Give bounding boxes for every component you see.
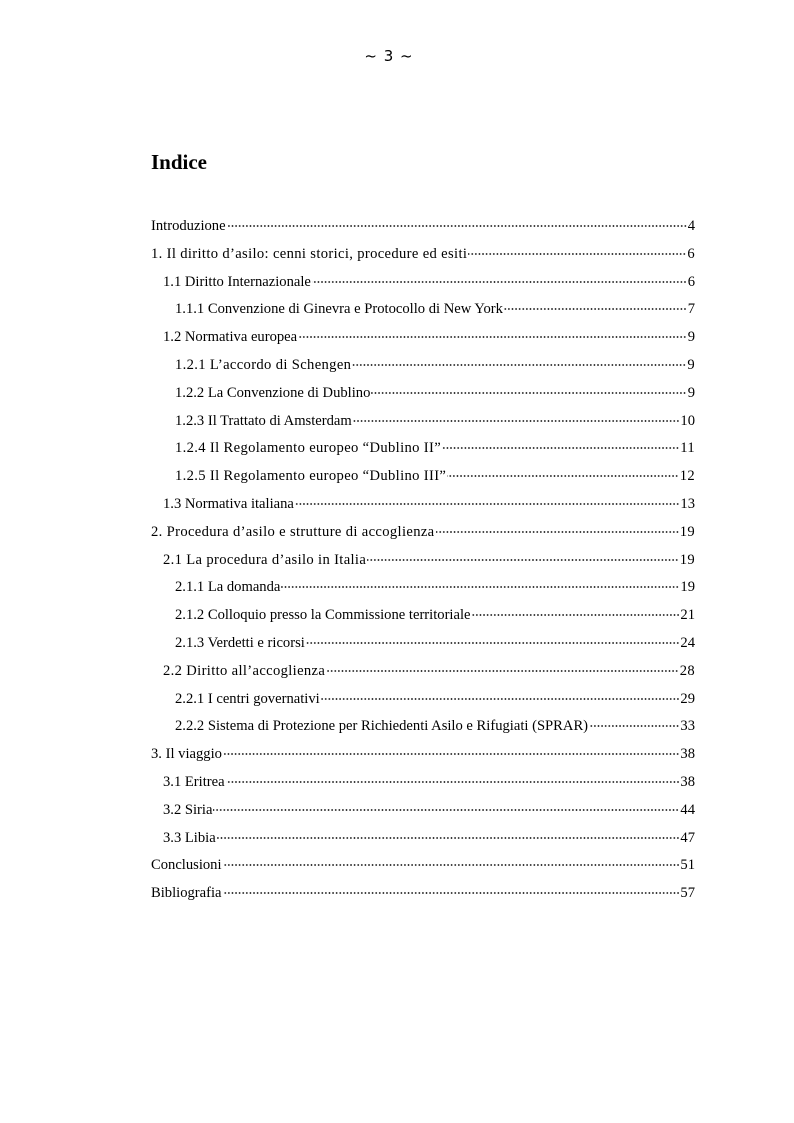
toc-entry[interactable] bbox=[151, 741, 695, 769]
toc-entry-page: 9 bbox=[687, 384, 695, 401]
toc-entry-label: 2.1 La procedura d’asilo in Italia bbox=[163, 551, 367, 568]
toc-leader-dots bbox=[223, 753, 679, 755]
toc-entry[interactable] bbox=[151, 491, 695, 519]
toc-entry-page: 33 bbox=[680, 718, 695, 735]
toc-leader-dots bbox=[353, 420, 680, 422]
toc-entry-label: 1.1.1 Convenzione di Ginevra e Protocollo di New York bbox=[175, 301, 503, 318]
toc-leader-dots bbox=[223, 864, 680, 866]
toc-leader-dots bbox=[227, 225, 687, 227]
toc-entry[interactable] bbox=[151, 380, 695, 408]
toc-entry[interactable] bbox=[151, 658, 695, 686]
toc-entry-page: 57 bbox=[680, 885, 695, 902]
toc-leader-dots bbox=[217, 837, 680, 839]
toc-entry-label: 1.2.1 L’accordo di Schengen bbox=[175, 356, 352, 373]
toc-entry[interactable] bbox=[151, 630, 695, 658]
toc-entry-label: 1.2.3 Il Trattato di Amsterdam bbox=[175, 412, 352, 429]
toc-entry-page: 47 bbox=[680, 829, 695, 846]
toc-entry-page: 38 bbox=[680, 773, 695, 790]
toc-entry-page: 19 bbox=[679, 523, 695, 540]
toc-entry-label: 1.2.4 Il Regolamento europeo “Dublino II” bbox=[175, 440, 442, 457]
toc-leader-dots bbox=[321, 698, 680, 700]
toc-entry-label: 2.1.1 La domanda bbox=[175, 579, 281, 596]
toc-entry[interactable] bbox=[151, 797, 695, 825]
toc-leader-dots bbox=[442, 447, 679, 449]
toc-entry-page: 6 bbox=[687, 273, 695, 290]
toc-entry-label: 3.1 Eritrea bbox=[163, 773, 225, 790]
toc-entry-page: 24 bbox=[680, 634, 695, 651]
toc-entry-label: 1.3 Normativa italiana bbox=[163, 495, 294, 512]
toc-leader-dots bbox=[447, 475, 678, 477]
toc-leader-dots bbox=[371, 392, 686, 394]
toc-entry[interactable] bbox=[151, 213, 695, 241]
toc-entry-page: 51 bbox=[680, 857, 695, 874]
table-of-contents bbox=[151, 213, 695, 908]
toc-entry[interactable] bbox=[151, 686, 695, 714]
toc-entry-page: 7 bbox=[687, 301, 695, 318]
toc-leader-dots bbox=[326, 670, 678, 672]
toc-entry[interactable] bbox=[151, 602, 695, 630]
toc-entry[interactable] bbox=[151, 574, 695, 602]
toc-leader-dots bbox=[226, 781, 680, 783]
toc-entry[interactable] bbox=[151, 825, 695, 853]
toc-entry[interactable] bbox=[151, 296, 695, 324]
toc-leader-dots bbox=[298, 336, 687, 338]
toc-leader-dots bbox=[504, 308, 687, 310]
toc-entry-label: 2. Procedura d’asilo e strutture di accoglienza bbox=[151, 523, 435, 540]
toc-leader-dots bbox=[213, 809, 679, 811]
toc-entry-label: 1.2 Normativa europea bbox=[163, 329, 298, 346]
toc-entry-label: 2.2 Diritto all’accoglienza bbox=[163, 662, 326, 679]
toc-entry[interactable] bbox=[151, 408, 695, 436]
toc-leader-dots bbox=[367, 559, 679, 561]
toc-entry[interactable] bbox=[151, 435, 695, 463]
toc-entry-page: 19 bbox=[679, 551, 695, 568]
toc-leader-dots bbox=[306, 642, 680, 644]
toc-leader-dots bbox=[352, 364, 686, 366]
toc-entry-label: Introduzione bbox=[151, 218, 226, 234]
toc-entry[interactable] bbox=[151, 269, 695, 297]
toc-leader-dots bbox=[472, 614, 680, 616]
toc-entry-page: 9 bbox=[687, 356, 695, 373]
toc-entry[interactable] bbox=[151, 880, 695, 908]
toc-entry-page: 44 bbox=[680, 801, 695, 818]
toc-entry-page: 11 bbox=[680, 440, 695, 457]
toc-entry[interactable] bbox=[151, 713, 695, 741]
toc-entry[interactable] bbox=[151, 324, 695, 352]
toc-entry[interactable] bbox=[151, 241, 695, 269]
toc-leader-dots bbox=[468, 253, 686, 255]
toc-entry-label: 1.1 Diritto Internazionale bbox=[163, 273, 311, 290]
toc-entry[interactable] bbox=[151, 852, 695, 880]
toc-entry-label: Conclusioni bbox=[151, 857, 222, 874]
toc-entry-label: 1.2.2 La Convenzione di Dublino bbox=[175, 384, 371, 401]
toc-leader-dots bbox=[223, 892, 680, 894]
page-title: Indice bbox=[151, 150, 208, 174]
toc-entry-page: 12 bbox=[679, 468, 695, 485]
toc-entry-label: 2.2.2 Sistema di Protezione per Richiedenti Asilo e Rifugiati (SPRAR) bbox=[175, 718, 589, 735]
toc-leader-dots bbox=[295, 503, 680, 505]
toc-entry-label: 2.2.1 I centri governativi bbox=[175, 690, 320, 707]
toc-entry-label: 2.1.2 Colloquio presso la Commissione territoriale bbox=[175, 607, 471, 624]
toc-entry-page: 13 bbox=[680, 495, 695, 512]
toc-entry-page: 4 bbox=[687, 218, 695, 234]
toc-entry-page: 9 bbox=[687, 329, 695, 346]
toc-entry-label: 1.2.5 Il Regolamento europeo “Dublino III” bbox=[175, 468, 447, 485]
toc-entry[interactable] bbox=[151, 547, 695, 575]
toc-leader-dots bbox=[589, 725, 679, 727]
toc-entry[interactable] bbox=[151, 769, 695, 797]
page-number: ~ 3 ~ bbox=[364, 47, 414, 65]
toc-leader-dots bbox=[312, 281, 687, 283]
toc-entry-page: 29 bbox=[680, 690, 695, 707]
toc-entry[interactable] bbox=[151, 519, 695, 547]
toc-entry-label: 3. Il viaggio bbox=[151, 746, 222, 763]
toc-entry-page: 6 bbox=[687, 245, 695, 262]
toc-entry-page: 21 bbox=[680, 607, 695, 624]
toc-entry[interactable] bbox=[151, 463, 695, 491]
toc-entry-page: 28 bbox=[679, 662, 695, 679]
toc-entry-label: 2.1.3 Verdetti e ricorsi bbox=[175, 634, 305, 651]
toc-entry-page: 38 bbox=[680, 746, 695, 763]
toc-leader-dots bbox=[436, 531, 679, 533]
toc-entry-page: 10 bbox=[680, 412, 695, 429]
toc-entry-label: 3.2 Siria bbox=[163, 801, 213, 818]
toc-entry[interactable] bbox=[151, 352, 695, 380]
toc-entry-label: 3.3 Libia bbox=[163, 829, 216, 846]
toc-entry-label: 1. Il diritto d’asilo: cenni storici, procedure ed esiti bbox=[151, 245, 468, 262]
toc-leader-dots bbox=[281, 586, 679, 588]
toc-entry-page: 19 bbox=[680, 579, 695, 596]
toc-entry-label: Bibliografia bbox=[151, 885, 222, 902]
